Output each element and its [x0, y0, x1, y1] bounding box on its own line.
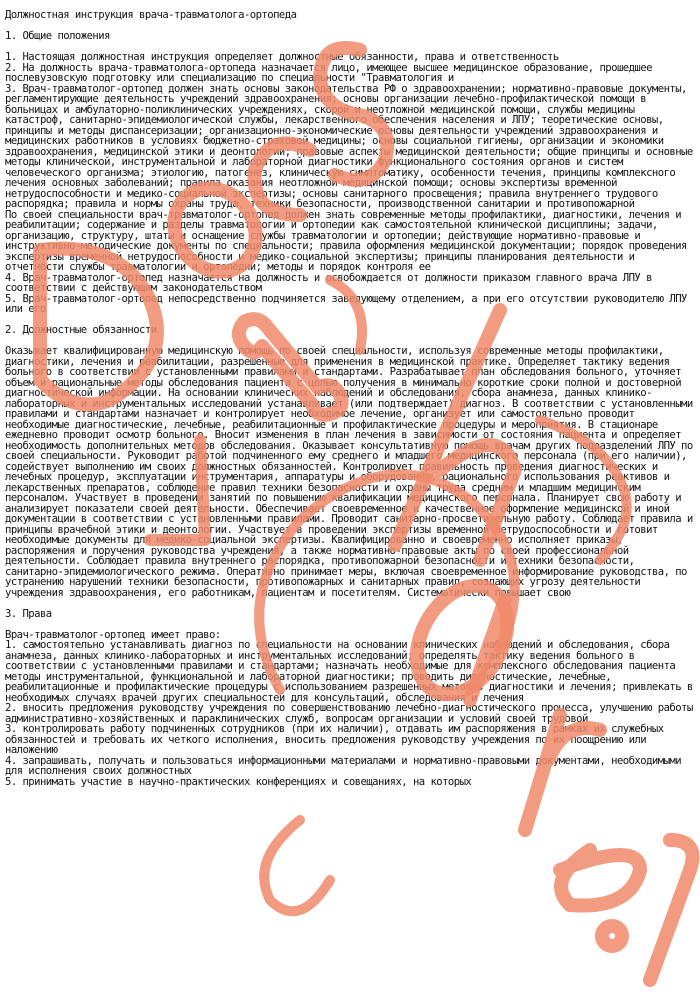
- section-heading-rights: 3. Права: [5, 607, 52, 620]
- spacer: [5, 598, 697, 609]
- section-heading-duties: 2. Должностные обязанности: [5, 324, 157, 336]
- rights-intro: Врач-травматолог-ортопед имеет право:: [5, 628, 221, 641]
- document-title: Должностная инструкция врача-травматолога-ортопеда: [5, 9, 297, 21]
- spacer: [5, 619, 697, 630]
- rights-item-4: 4. запрашивать, получать и пользоваться информационными материалами и нормативно-правовыми документами, необходимыми для исполнения своих должностных: [5, 754, 682, 777]
- general-item-2: 2. На должность врача-травматолога-ортопеда назначается лицо, имеющее высшее медицинское образование, прошедшее послевузовскую подготовку или специализацию по специальности "Травматология и: [5, 61, 652, 84]
- general-item-5: 5. Врач-травматолог-ортопед непосредственно подчиняется заведующему отделением, а при его отсутствии руководителю ЛПУ или его: [5, 292, 687, 315]
- general-item-1: 1. Настоящая должностная инструкция определяет должностные обязанности, права и ответственность: [5, 51, 559, 63]
- general-item-3: 3. Врач-травматолог-ортопед должен знать основы законодательства РФ о здравоохранении; нормативно-правовые документы, регламентирующие деятельность учреждений здравоохранения; основы организации лечебно-профилактической помощи в больницах и амбулаторно-поликлинических учреждениях, скорой и неотложной медицинской помощи, службы медицины катастроф, санитарно-эпидемиологической службы, лекарственного обеспечения населения и ЛПУ; теоретические основы, принципы и методы диспансеризации; организационно-экономические основы деятельности учреждений здравоохранения и медицинских работников в условиях бюджетно-страховой медицины; основы социальной гигиены, организации и экономики здравоохранения, медицинской этики и деонтологии; правовые аспекты медицинской деятельности; общие принципы и основные методы клинической, инструментальной и лабораторной диагностики функционального состояния органов и систем человеческого организма; этиологию, патогенез, клиническую симптоматику, особенности течения, принципы комплексного лечения основных заболеваний; правила оказания неотложной медицинской помощи; основы экспертизы временной нетрудоспособности и медико-социальной экспертизы; основы санитарного просвещения; правила внутреннего трудового распорядка; правила и нормы охраны труда, техники безопасности, производственной санитарии и противопожарной: [5, 82, 693, 210]
- general-item-3-specialty: По своей специальности врач-травматолог-ортопед должен знать современные методы профилактики, диагностики, лечения и реабилитации; содержание и разделы травматологии и ортопедии как самостоятельной клинической дисциплины; задачи, организацию, структуру, штаты и оснащение службы травматологии и ортопедии; действующие нормативно-правовые и инструктивно-методические документы по специальности; правила оформления медицинской документации; порядок проведения экспертизы временной нетрудоспособности и медико-социальной экспертизы; принципы планирования деятельности и отчетности службы травматологии и ортопедии; методы и порядок контроля ее: [5, 208, 687, 273]
- duties-paragraph: Оказывает квалифицированную медицинскую помощь по своей специальности, используя современные методы профилактики, диагностики, лечения и реабилитации, разрешенные для применения в медицинской практике. Определяет тактику ведения больного в соответствии с установленными правилами и стандартами. Разрабатывает план обследования больного, уточняет объем и рациональные методы обследования пациента с целью получения в минимально короткие сроки полной и достоверной диагностической информации. На основании клинических наблюдений и обследования, сбора анамнеза, данных клинико-лабораторных и инструментальных исследований устанавливает (или подтверждает) диагноз. В соответствии с установленными правилами и стандартами назначает и контролирует необходимое лечение, организует или самостоятельно проводит необходимые диагностические, лечебные, реабилитационные и профилактические процедуры и мероприятия. В стационаре ежедневно проводит осмотр больного. Вносит изменения в план лечения в зависимости от состояния пациента и определяет необходимость дополнительных методов обследования. Оказывает консультативную помощь врачам других подразделений ЛПУ по своей специальности. Руководит работой подчиненного ему среднего и младшего медицинского персонала (при его наличии), содействует выполнению им своих должностных обязанностей. Контролирует правильность проведения диагностических и лечебных процедур, эксплуатации инструментария, аппаратуры и оборудования, рационального использования реактивов и лекарственных препаратов, соблюдение правил техники безопасности и охраны труда средним и младшим медицинским персоналом. Участвует в проведении занятий по повышению квалификации медицинского персонала. Планирует свою работу и анализирует показатели своей деятельности. Обеспечивает своевременное и качественное оформление медицинской и иной документации в соответствии с установленными правилами. Проводит санитарно-просветительную работу. Соблюдает правила и принципы врачебной этики и деонтологии. Участвует в проведении экспертизы временной нетрудоспособности и готовит необходимые документы для медико-социальной экспертизы. Квалифицированно и своевременно исполняет приказы, распоряжения и поручения руководства учреждения, а также нормативно-правовые акты по своей профессиональной деятельности. Соблюдает правила внутреннего распорядка, противопожарной безопасности и техники безопасности, санитарно-эпидемиологического режима. Оперативно принимает меры, включая своевременное информирование руководства, по устранению нарушений техники безопасности, противопожарных и санитарных правил, создающих угрозу деятельности учреждения здравоохранения, его работникам, пациентам и посетителям. Систематически повышает свою: [5, 345, 693, 599]
- rights-item-2: 2. вносить предложения руководству учреждения по совершенствованию лечебно-диагностического процесса, улучшению работы административно-хозяйственных и параклинических служб, вопросам организации и условий своей трудовой: [5, 702, 693, 725]
- document: [5, 0, 697, 1000]
- general-item-4: 4. Врач-травматолог-ортопед назначается на должность и освобождается от должности приказом главного врача ЛПУ в соответствии с действующим законодательством: [5, 271, 652, 294]
- rights-item-5: 5. принимать участие в научно-практических конференциях и совещаниях, на которых: [5, 775, 472, 788]
- rights-item-1: 1. самостоятельно устанавливать диагноз по специальности на основании клинических наблюдений и обследования, сбора анамнеза, данных клинико-лабораторных и инструментальных исследований; определять тактику ведения больного в соответствии с установленными правилами и стандартами; назначать необходимые для комплексного обследования пациента методы инструментальной, функциональной и лабораторной диагностики; проводить диагностические, лечебные, реабилитационные и профилактические процедуры с использованием разрешенных методов диагностики и лечения; привлекать в необходимых случаях врачей других специальностей для консультаций, обследования и лечения: [5, 639, 693, 704]
- section-heading-general: 1. Общие положения: [5, 30, 110, 42]
- rights-item-3: 3. контролировать работу подчиненных сотрудников (при их наличии), отдавать им распоряжения в рамках их служебных обязанностей и требовать их четкого исполнения, вносить предложения руководству учреждения по их поощрению или наложению: [5, 723, 664, 756]
